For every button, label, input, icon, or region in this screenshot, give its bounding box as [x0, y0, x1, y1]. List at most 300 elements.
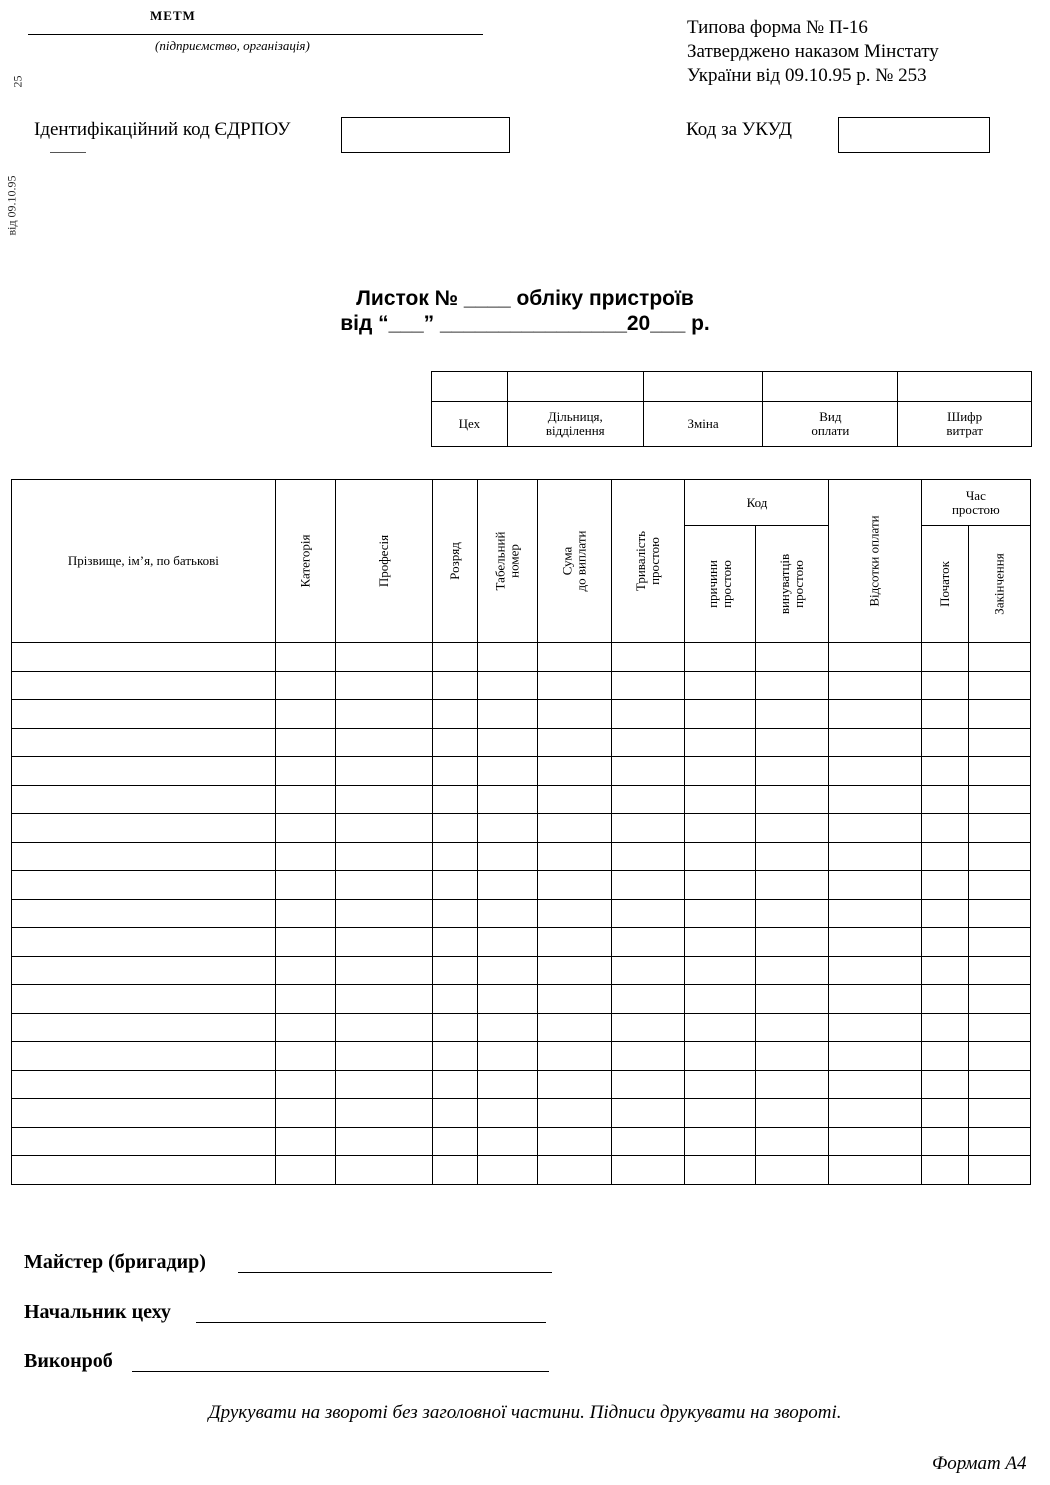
table-cell[interactable]: [829, 728, 921, 757]
table-cell[interactable]: [12, 985, 276, 1014]
table-cell[interactable]: [12, 956, 276, 985]
shop-label: Цех: [458, 416, 481, 431]
table-cell[interactable]: [921, 700, 968, 729]
table-cell[interactable]: [477, 1070, 537, 1099]
table-cell[interactable]: [685, 956, 755, 985]
tab-number-header: [477, 480, 537, 643]
table-cell[interactable]: [921, 728, 968, 757]
table-cell[interactable]: [12, 1013, 276, 1042]
print-note: Друкувати на звороті без заголовної частини. Підписи друкувати на звороті.: [208, 1402, 842, 1423]
table-cell[interactable]: [432, 700, 477, 729]
ukud-label: Код за УКУД: [686, 119, 793, 140]
table-cell[interactable]: [829, 700, 921, 729]
table-cell[interactable]: [968, 1042, 1030, 1071]
table-cell[interactable]: [537, 985, 611, 1014]
table-cell[interactable]: [829, 1156, 921, 1185]
table-cell[interactable]: [275, 643, 335, 672]
table-cell[interactable]: [12, 1070, 276, 1099]
master-signature-label: Майстер (бригадир): [24, 1251, 206, 1273]
table-cell[interactable]: [335, 1156, 432, 1185]
table-cell[interactable]: [829, 785, 921, 814]
table-cell[interactable]: [685, 1099, 755, 1128]
culprit-header: [755, 526, 829, 643]
table-cell[interactable]: [611, 700, 685, 729]
table-cell[interactable]: [477, 1042, 537, 1071]
table-cell[interactable]: [12, 728, 276, 757]
table-cell[interactable]: [432, 899, 477, 928]
table-cell[interactable]: [968, 1127, 1030, 1156]
table-cell[interactable]: [432, 956, 477, 985]
downtime-table: [11, 479, 1031, 1185]
table-cell[interactable]: [921, 1127, 968, 1156]
table-cell[interactable]: [921, 1099, 968, 1128]
end-header: [968, 526, 1030, 643]
table-cell[interactable]: [12, 757, 276, 786]
table-cell[interactable]: [537, 871, 611, 900]
table-cell[interactable]: [275, 842, 335, 871]
table-cell[interactable]: [275, 785, 335, 814]
table-cell[interactable]: [829, 643, 921, 672]
table-cell[interactable]: [12, 1042, 276, 1071]
table-cell[interactable]: [968, 928, 1030, 957]
table-cell[interactable]: [432, 1156, 477, 1185]
table-cell[interactable]: [685, 1070, 755, 1099]
duration-label: [634, 531, 662, 591]
chief-signature-line[interactable]: [196, 1322, 546, 1323]
table-cell[interactable]: [432, 728, 477, 757]
table-cell[interactable]: [537, 1070, 611, 1099]
table-cell[interactable]: [968, 1013, 1030, 1042]
table-cell[interactable]: [275, 700, 335, 729]
table-cell[interactable]: [477, 785, 537, 814]
table-cell[interactable]: [537, 1099, 611, 1128]
table-cell[interactable]: [432, 643, 477, 672]
table-row: [12, 814, 1031, 843]
table-cell[interactable]: [755, 671, 829, 700]
table-cell[interactable]: [12, 842, 276, 871]
end-label: Закінчення: [991, 553, 1007, 615]
table-row: [12, 1013, 1031, 1042]
section-value[interactable]: [507, 372, 643, 402]
table-cell[interactable]: [921, 985, 968, 1014]
margin-mark-date: від 09.10.95: [4, 175, 19, 236]
table-cell[interactable]: [829, 814, 921, 843]
tab-number-label: [493, 532, 521, 591]
table-cell[interactable]: [611, 671, 685, 700]
table-cell[interactable]: [611, 871, 685, 900]
table-cell[interactable]: [477, 1156, 537, 1185]
table-cell[interactable]: [611, 1042, 685, 1071]
table-cell[interactable]: [335, 1070, 432, 1099]
table-row: [12, 1070, 1031, 1099]
category-label: Категорія: [297, 534, 313, 588]
table-cell[interactable]: [921, 757, 968, 786]
org-caption: (підприємство, організація): [155, 38, 310, 53]
table-cell[interactable]: [611, 899, 685, 928]
table-cell[interactable]: [275, 928, 335, 957]
table-cell[interactable]: [829, 871, 921, 900]
table-cell[interactable]: [335, 814, 432, 843]
table-cell[interactable]: [275, 956, 335, 985]
table-cell[interactable]: [755, 1013, 829, 1042]
table-cell[interactable]: [537, 814, 611, 843]
table-cell[interactable]: [685, 671, 755, 700]
payment-type-value[interactable]: [763, 372, 898, 402]
table-cell[interactable]: [968, 1099, 1030, 1128]
table-cell[interactable]: [432, 785, 477, 814]
table-cell[interactable]: [968, 985, 1030, 1014]
table-cell[interactable]: [968, 728, 1030, 757]
table-cell[interactable]: [685, 700, 755, 729]
time-group-header: [921, 480, 1030, 526]
table-cell[interactable]: [685, 928, 755, 957]
table-cell[interactable]: [755, 842, 829, 871]
table-cell[interactable]: [968, 899, 1030, 928]
table-cell[interactable]: [921, 956, 968, 985]
table-cell[interactable]: [537, 1156, 611, 1185]
table-cell[interactable]: [921, 871, 968, 900]
table-row: [12, 1156, 1031, 1185]
table-cell[interactable]: [12, 1156, 276, 1185]
table-cell[interactable]: [611, 842, 685, 871]
table-cell[interactable]: [685, 643, 755, 672]
shop-header: [432, 402, 508, 447]
table-cell[interactable]: [432, 1099, 477, 1128]
table-cell[interactable]: [685, 1013, 755, 1042]
table-cell[interactable]: [755, 871, 829, 900]
table-cell[interactable]: [921, 1070, 968, 1099]
table-cell[interactable]: [335, 643, 432, 672]
executor-signature-label: Виконроб: [24, 1350, 113, 1372]
table-cell[interactable]: [968, 1156, 1030, 1185]
table-cell[interactable]: [275, 728, 335, 757]
table-cell[interactable]: [968, 643, 1030, 672]
cost-code-header: [898, 402, 1032, 447]
table-cell[interactable]: [921, 928, 968, 957]
table-cell[interactable]: [685, 871, 755, 900]
table-cell[interactable]: [432, 985, 477, 1014]
table-cell[interactable]: [335, 1013, 432, 1042]
table-cell[interactable]: [12, 1127, 276, 1156]
table-cell[interactable]: [477, 1099, 537, 1128]
profession-header: [335, 480, 432, 643]
duration-line1: Тривалість: [633, 530, 649, 592]
table-cell[interactable]: [335, 757, 432, 786]
table-cell[interactable]: [335, 956, 432, 985]
table-cell[interactable]: [335, 785, 432, 814]
table-cell[interactable]: [611, 814, 685, 843]
table-cell[interactable]: [968, 871, 1030, 900]
table-cell[interactable]: [921, 1042, 968, 1071]
name-header-label: Прізвище, ім’я, по батькові: [67, 553, 219, 568]
table-cell[interactable]: [335, 700, 432, 729]
table-cell[interactable]: [275, 1099, 335, 1128]
table-cell[interactable]: [12, 871, 276, 900]
table-cell[interactable]: [335, 1099, 432, 1128]
table-cell[interactable]: [12, 928, 276, 957]
chief-signature-label: Начальник цеху: [24, 1301, 171, 1323]
table-row: [12, 1127, 1031, 1156]
table-cell[interactable]: [611, 643, 685, 672]
table-cell[interactable]: [12, 1099, 276, 1128]
table-cell[interactable]: [537, 1042, 611, 1071]
table-cell[interactable]: [611, 757, 685, 786]
table-cell[interactable]: [755, 1042, 829, 1071]
table-cell[interactable]: [685, 899, 755, 928]
table-row: [12, 842, 1031, 871]
category-header: [275, 480, 335, 643]
table-cell[interactable]: [611, 1013, 685, 1042]
table-cell[interactable]: [611, 785, 685, 814]
table-cell[interactable]: [477, 643, 537, 672]
table-cell[interactable]: [335, 1042, 432, 1071]
shop-value[interactable]: [432, 372, 508, 402]
start-label: Початок: [936, 561, 952, 607]
table-cell[interactable]: [685, 785, 755, 814]
table-cell[interactable]: [968, 842, 1030, 871]
table-cell[interactable]: [335, 871, 432, 900]
duration-header: [611, 480, 685, 643]
table-cell[interactable]: [432, 1013, 477, 1042]
table-cell[interactable]: [829, 956, 921, 985]
table-cell[interactable]: [829, 1127, 921, 1156]
culprit-label: [778, 554, 806, 614]
downtime-table-body: [12, 643, 1031, 1185]
table-cell[interactable]: [275, 814, 335, 843]
table-cell[interactable]: [537, 928, 611, 957]
table-row: [12, 700, 1031, 729]
table-cell[interactable]: [685, 728, 755, 757]
table-cell[interactable]: [335, 671, 432, 700]
table-cell[interactable]: [968, 956, 1030, 985]
table-cell[interactable]: [275, 985, 335, 1014]
table-cell[interactable]: [685, 985, 755, 1014]
table-cell[interactable]: [968, 757, 1030, 786]
table-cell[interactable]: [537, 1013, 611, 1042]
table-cell[interactable]: [968, 785, 1030, 814]
form-info: [687, 16, 939, 88]
table-cell[interactable]: [611, 1156, 685, 1185]
sum-line2: до виплати: [573, 530, 589, 592]
cost-code-value[interactable]: [898, 372, 1032, 402]
table-cell[interactable]: [829, 985, 921, 1014]
table-cell[interactable]: [968, 700, 1030, 729]
table-cell[interactable]: [968, 1070, 1030, 1099]
table-cell[interactable]: [685, 757, 755, 786]
table-cell[interactable]: [921, 671, 968, 700]
org-name-line: [28, 34, 483, 35]
table-cell[interactable]: [968, 671, 1030, 700]
table-cell[interactable]: [685, 1127, 755, 1156]
code-group-label: Код: [746, 494, 768, 510]
table-cell[interactable]: [537, 842, 611, 871]
table-row: [12, 785, 1031, 814]
table-cell[interactable]: [755, 928, 829, 957]
table-cell[interactable]: [12, 671, 276, 700]
table-cell[interactable]: [755, 814, 829, 843]
percent-header: [829, 480, 921, 643]
table-cell[interactable]: [432, 842, 477, 871]
table-cell[interactable]: [921, 814, 968, 843]
table-cell[interactable]: [611, 1127, 685, 1156]
table-cell[interactable]: [921, 1156, 968, 1185]
table-cell[interactable]: [611, 928, 685, 957]
edrpou-label: Ідентифікаційний код ЄДРПОУ: [34, 119, 291, 140]
sum-label: [560, 531, 588, 592]
table-cell[interactable]: [335, 728, 432, 757]
shift-label: Зміна: [687, 416, 719, 431]
section-label: Дільниця, відділення: [545, 409, 605, 438]
table-cell[interactable]: [921, 1013, 968, 1042]
table-cell[interactable]: [829, 1042, 921, 1071]
culprit-line2: простою: [791, 560, 807, 608]
table-cell[interactable]: [829, 899, 921, 928]
table-cell[interactable]: [921, 842, 968, 871]
edrpou-field[interactable]: [341, 117, 510, 153]
tab-number-line2: номер: [506, 544, 522, 578]
table-cell[interactable]: [921, 785, 968, 814]
table-cell[interactable]: [829, 1099, 921, 1128]
table-cell[interactable]: [921, 899, 968, 928]
table-cell[interactable]: [432, 928, 477, 957]
table-row: [12, 928, 1031, 957]
table-cell[interactable]: [537, 956, 611, 985]
table-cell[interactable]: [432, 814, 477, 843]
table-cell[interactable]: [335, 928, 432, 957]
table-cell[interactable]: [921, 643, 968, 672]
grade-header: [432, 480, 477, 643]
table-cell[interactable]: [275, 757, 335, 786]
cause-line2: простою: [719, 560, 735, 608]
table-cell[interactable]: [611, 956, 685, 985]
cause-line1: причини: [705, 560, 721, 608]
table-row: [12, 757, 1031, 786]
table-cell[interactable]: [335, 985, 432, 1014]
table-cell[interactable]: [477, 700, 537, 729]
table-cell[interactable]: [611, 985, 685, 1014]
table-cell[interactable]: [611, 728, 685, 757]
table-cell[interactable]: [335, 842, 432, 871]
table-cell[interactable]: [477, 757, 537, 786]
table-cell[interactable]: [477, 985, 537, 1014]
master-signature-line[interactable]: [238, 1272, 552, 1273]
table-cell[interactable]: [829, 1013, 921, 1042]
table-cell[interactable]: [755, 757, 829, 786]
table-cell[interactable]: [477, 1013, 537, 1042]
table-cell[interactable]: [829, 757, 921, 786]
table-cell[interactable]: [537, 757, 611, 786]
table-cell[interactable]: [829, 928, 921, 957]
table-cell[interactable]: [477, 928, 537, 957]
table-cell[interactable]: [755, 956, 829, 985]
table-cell[interactable]: [755, 1127, 829, 1156]
sum-header: [537, 480, 611, 643]
table-cell[interactable]: [12, 643, 276, 672]
table-cell[interactable]: [12, 785, 276, 814]
table-cell[interactable]: [477, 956, 537, 985]
table-cell[interactable]: [477, 728, 537, 757]
table-cell[interactable]: [611, 1099, 685, 1128]
table-cell[interactable]: [477, 1127, 537, 1156]
table-cell[interactable]: [537, 1127, 611, 1156]
code-group-header: [685, 480, 829, 526]
table-cell[interactable]: [755, 1099, 829, 1128]
table-cell[interactable]: [275, 1070, 335, 1099]
table-cell[interactable]: [477, 899, 537, 928]
table-cell[interactable]: [432, 871, 477, 900]
table-row: [12, 985, 1031, 1014]
table-cell[interactable]: [755, 899, 829, 928]
table-cell[interactable]: [537, 728, 611, 757]
sum-line1: Сума: [559, 546, 575, 576]
table-cell[interactable]: [685, 1156, 755, 1185]
table-cell[interactable]: [275, 1156, 335, 1185]
table-cell[interactable]: [477, 871, 537, 900]
table-cell[interactable]: [12, 899, 276, 928]
ukud-field[interactable]: [838, 117, 990, 153]
table-cell[interactable]: [432, 1070, 477, 1099]
table-cell[interactable]: [275, 671, 335, 700]
cause-label: [706, 560, 734, 608]
shift-value[interactable]: [643, 372, 763, 402]
table-cell[interactable]: [275, 899, 335, 928]
table-cell[interactable]: [275, 871, 335, 900]
culprit-line1: винуватців: [777, 553, 793, 615]
table-cell[interactable]: [275, 1127, 335, 1156]
table-cell[interactable]: [611, 1070, 685, 1099]
table-cell[interactable]: [755, 1070, 829, 1099]
table-cell[interactable]: [12, 700, 276, 729]
table-cell[interactable]: [685, 842, 755, 871]
table-cell[interactable]: [12, 814, 276, 843]
table-cell[interactable]: [829, 671, 921, 700]
table-cell[interactable]: [685, 814, 755, 843]
table-cell[interactable]: [477, 671, 537, 700]
table-cell[interactable]: [432, 671, 477, 700]
table-cell[interactable]: [432, 1042, 477, 1071]
start-header: [921, 526, 968, 643]
table-cell[interactable]: [755, 700, 829, 729]
table-cell[interactable]: [755, 728, 829, 757]
table-row: [12, 671, 1031, 700]
table-cell[interactable]: [537, 785, 611, 814]
department-table: [431, 371, 1032, 447]
table-cell[interactable]: [685, 1042, 755, 1071]
table-cell[interactable]: [335, 899, 432, 928]
table-cell[interactable]: [755, 643, 829, 672]
tab-number-line1: Табельний: [492, 531, 508, 591]
table-cell[interactable]: [275, 1013, 335, 1042]
table-cell[interactable]: [537, 899, 611, 928]
table-cell[interactable]: [755, 1156, 829, 1185]
form-approval: Затверджено наказом Мінстату: [687, 41, 939, 62]
table-cell[interactable]: [829, 842, 921, 871]
table-cell[interactable]: [432, 757, 477, 786]
table-cell[interactable]: [477, 814, 537, 843]
table-cell[interactable]: [537, 700, 611, 729]
table-cell[interactable]: [829, 1070, 921, 1099]
table-cell[interactable]: [477, 842, 537, 871]
table-cell[interactable]: [755, 985, 829, 1014]
table-cell[interactable]: [432, 1127, 477, 1156]
table-cell[interactable]: [537, 671, 611, 700]
table-cell[interactable]: [968, 814, 1030, 843]
table-cell[interactable]: [275, 1042, 335, 1071]
table-cell[interactable]: [755, 785, 829, 814]
executor-signature-line[interactable]: [132, 1371, 549, 1372]
table-cell[interactable]: [537, 643, 611, 672]
table-cell[interactable]: [335, 1127, 432, 1156]
